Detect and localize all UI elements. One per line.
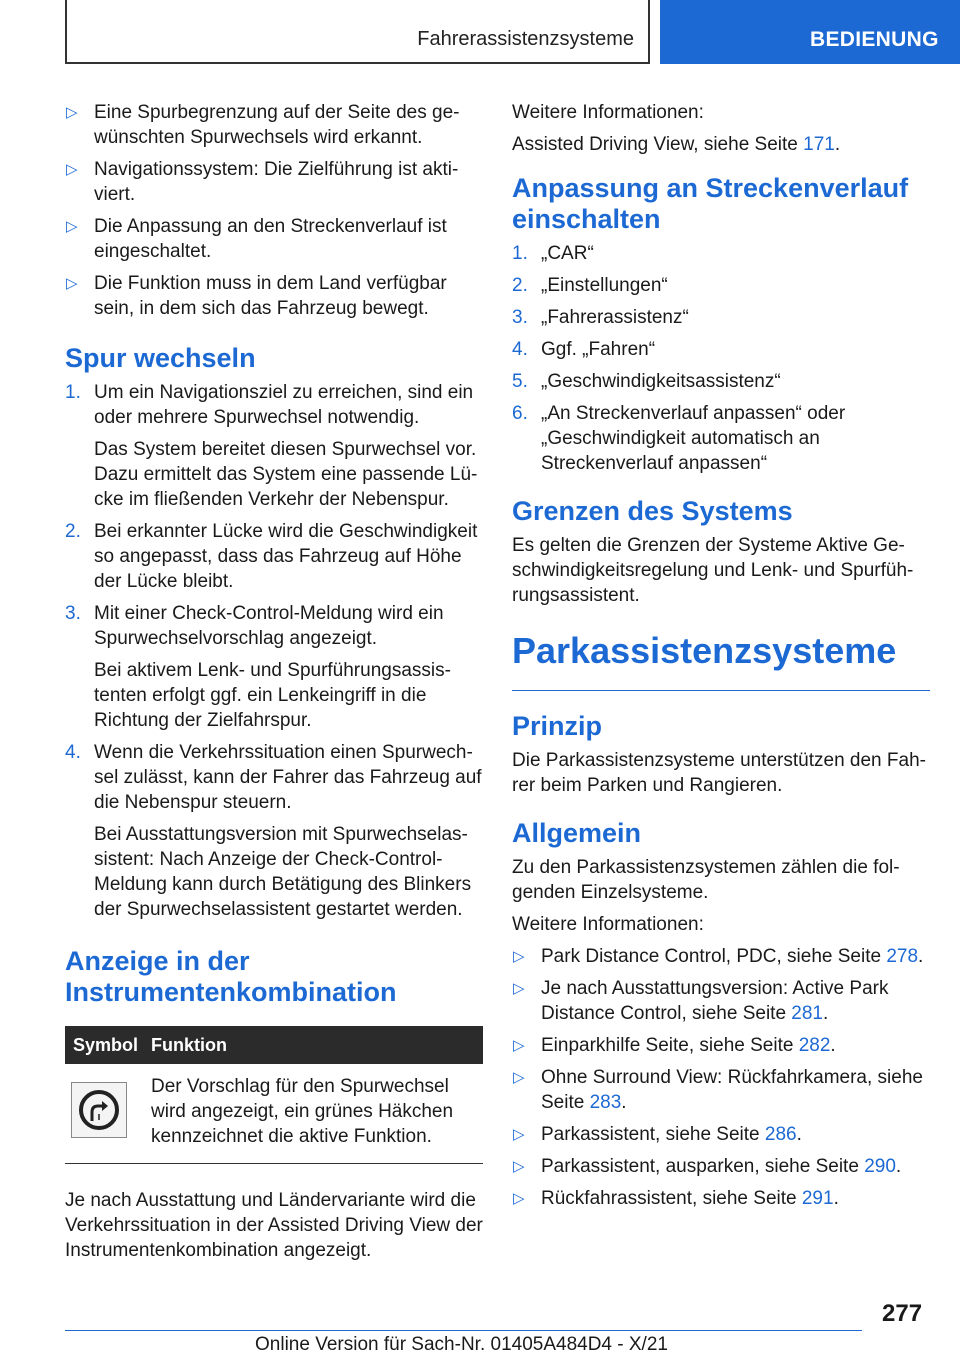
bullet-triangle-icon: ▷ — [66, 104, 78, 121]
step-number: 6. — [512, 403, 528, 424]
step-number: 5. — [512, 371, 528, 392]
heading-anzeige: Anzeige in der Instrumentenkombination — [65, 946, 397, 1007]
numbered-step — [65, 740, 483, 922]
step-text: „Fahrerassistenz“ — [541, 307, 689, 328]
bullet-item — [65, 271, 483, 321]
table-header-function: Funktion — [149, 1026, 483, 1064]
menu-step — [512, 305, 930, 330]
bullet-triangle-icon: ▷ — [66, 218, 78, 235]
bullet-text: Eine Spurbegrenzung auf der Seite des ge-wünschten Spurwechsels wird erkannt. — [94, 102, 460, 148]
page-link[interactable]: 291 — [801, 1188, 834, 1209]
table-cell-symbol — [65, 1064, 149, 1164]
menu-step — [512, 401, 930, 476]
step-text: Um ein Navigationsziel zu erreichen, sind ein oder mehrere Spurwechsel notwendig. — [94, 382, 474, 428]
park-ref-item: ▷ Parkassistent, ausparken, siehe Seite 290. — [513, 1156, 902, 1177]
page-link[interactable]: 171 — [803, 134, 835, 155]
bullet-triangle-icon: ▷ — [66, 275, 78, 292]
allgemein-info-label: Weitere Informationen: — [512, 914, 704, 935]
heading-anpassung: Anpassung an Streckenverlauf einschalten — [512, 173, 909, 234]
table-row — [65, 1064, 483, 1164]
footer-online-version: Online Version für Sach-Nr. 01405A484D4 - X/21 — [255, 1334, 668, 1355]
left-column — [65, 100, 483, 1270]
numbered-step — [65, 601, 483, 733]
bullet-text: Die Funktion muss in dem Land verfügbar sein, in dem sich das Fahrzeug bewegt. — [94, 273, 447, 319]
park-ref-item: ▷ Ohne Surround View: Rückfahrkamera, siehe Seite 283. — [513, 1067, 923, 1113]
step-extra: Das System bereitet diesen Spurwechsel vor. Dazu ermittelt das System eine passende Lü-cke im fließenden Verkehr der Nebenspur. — [94, 439, 478, 510]
menu-step — [512, 273, 930, 298]
info-line: Assisted Driving View, siehe Seite 171. — [512, 134, 841, 155]
step-number: 2. — [512, 275, 528, 296]
header-section-title: Fahrerassistenzsysteme — [417, 28, 634, 50]
page-number: 277 — [882, 1300, 923, 1327]
step-number: 4. — [65, 742, 81, 763]
step-text: Mit einer Check-Control-Meldung wird ein Spurwechselvorschlag angezeigt. — [94, 603, 444, 649]
page-link[interactable]: 282 — [798, 1035, 831, 1056]
footer-rule — [65, 1330, 862, 1331]
step-text: „An Streckenverlauf anpassen“ oder „Geschwindigkeit automatisch an Streckenverlauf anpassen“ — [541, 403, 846, 474]
bullet-triangle-icon: ▷ — [513, 1190, 525, 1207]
page-link[interactable]: 281 — [791, 1003, 823, 1024]
menu-step — [512, 369, 930, 394]
park-ref-item: ▷ Parkassistent, siehe Seite 286. — [513, 1124, 802, 1145]
table-header-symbol: Symbol — [65, 1026, 149, 1064]
bullet-item — [65, 100, 483, 150]
step-extra: Bei aktivem Lenk- und Spurführungsassis-tenten erfolgt ggf. ein Lenkeingriff in die Richtung der Zielfahrspur. — [94, 660, 451, 731]
heading-allgemein: Allgemein — [512, 818, 642, 848]
step-number: 1. — [65, 382, 81, 403]
bullet-item — [65, 214, 483, 264]
step-text: Wenn die Verkehrssituation einen Spurwech-sel zulässt, kann der Fahrer das Fahrzeug auf die Nebenspur steuern. — [94, 742, 482, 813]
numbered-step — [65, 519, 483, 594]
numbered-step — [65, 380, 483, 512]
step-text: „Einstellungen“ — [541, 275, 668, 296]
paragraph-prinzip: Die Parkassistenzsysteme unterstützen den Fah-rer beim Parken und Rangieren. — [512, 750, 926, 796]
bullet-triangle-icon: ▷ — [513, 948, 525, 965]
paragraph-grenzen: Es gelten die Grenzen der Systeme Aktive Ge-schwindigkeitsregelung und Lenk- und Spurfüh-rungsassistent. — [512, 535, 914, 606]
heading-rule — [512, 690, 930, 691]
step-number: 1. — [512, 243, 528, 264]
step-number: 2. — [65, 521, 81, 542]
symbol-table — [65, 1026, 483, 1164]
paragraph-allgemein: Zu den Parkassistenzsystemen zählen die fol-genden Einzelsysteme. — [512, 857, 900, 903]
page-link[interactable]: 283 — [589, 1092, 622, 1113]
heading-parkassistenzsysteme: Parkassistenzsysteme — [512, 630, 897, 671]
park-ref-item: ▷ Einparkhilfe Seite, siehe Seite 282. — [513, 1035, 836, 1056]
bullet-triangle-icon: ▷ — [513, 1158, 525, 1175]
bullet-triangle-icon: ▷ — [513, 980, 525, 997]
info-label: Weitere Informationen: — [512, 102, 704, 123]
step-number: 3. — [65, 603, 81, 624]
bullet-text: Die Anpassung an den Streckenverlauf ist eingeschaltet. — [94, 216, 447, 262]
heading-prinzip: Prinzip — [512, 711, 603, 741]
heading-spur-wechseln: Spur wechseln — [65, 343, 256, 373]
bullet-triangle-icon: ▷ — [513, 1069, 525, 1086]
header-section-box — [65, 0, 650, 64]
step-number: 4. — [512, 339, 528, 360]
right-column — [512, 100, 930, 1218]
park-ref-item: ▷ Je nach Ausstattungsversion: Active Park Distance Control, siehe Seite 281. — [513, 978, 889, 1024]
park-ref-item: ▷ Park Distance Control, PDC, siehe Seite 278. — [513, 946, 924, 967]
header-chapter-title: BEDIENUNG — [810, 28, 939, 51]
step-text: Bei erkannter Lücke wird die Geschwindigkeit so angepasst, dass das Fahrzeug auf Höhe der Lücke bleibt. — [94, 521, 478, 592]
bullet-item — [65, 157, 483, 207]
menu-step — [512, 337, 930, 362]
bullet-triangle-icon: ▷ — [513, 1037, 525, 1054]
header-chapter-tab[interactable] — [660, 0, 960, 64]
step-number: 3. — [512, 307, 528, 328]
step-text: Ggf. „Fahren“ — [541, 339, 656, 360]
heading-grenzen: Grenzen des Systems — [512, 496, 793, 526]
page-link[interactable]: 278 — [886, 946, 919, 967]
page-link[interactable]: 290 — [864, 1156, 896, 1177]
step-text: „CAR“ — [541, 243, 594, 264]
park-ref-item: ▷ Rückfahrassistent, siehe Seite 291. — [513, 1188, 839, 1209]
paragraph-assisted-view: Je nach Ausstattung und Ländervariante wird die Verkehrssituation in der Assisted Driving View der Instrumentenkombination angezeigt. — [65, 1190, 483, 1261]
page-link[interactable]: 286 — [764, 1124, 797, 1145]
step-extra: Bei Ausstattungsversion mit Spurwechselas-sistent: Nach Anzeige der Check-Control-Meldung kann durch Betätigung des Blinkers der Spurwechselassistent gestartet werden. — [94, 824, 472, 920]
menu-step — [512, 241, 930, 266]
bullet-triangle-icon: ▷ — [66, 161, 78, 178]
lane-change-suggestion-icon — [71, 1082, 127, 1138]
bullet-triangle-icon: ▷ — [513, 1126, 525, 1143]
step-text: „Geschwindigkeitsassistenz“ — [541, 371, 781, 392]
bullet-text: Navigationssystem: Die Zielführung ist akti-viert. — [94, 159, 459, 205]
table-cell-function: Der Vorschlag für den Spurwechsel wird angezeigt, ein grünes Häkchen kennzeichnet die aktive Funktion. — [149, 1064, 483, 1164]
